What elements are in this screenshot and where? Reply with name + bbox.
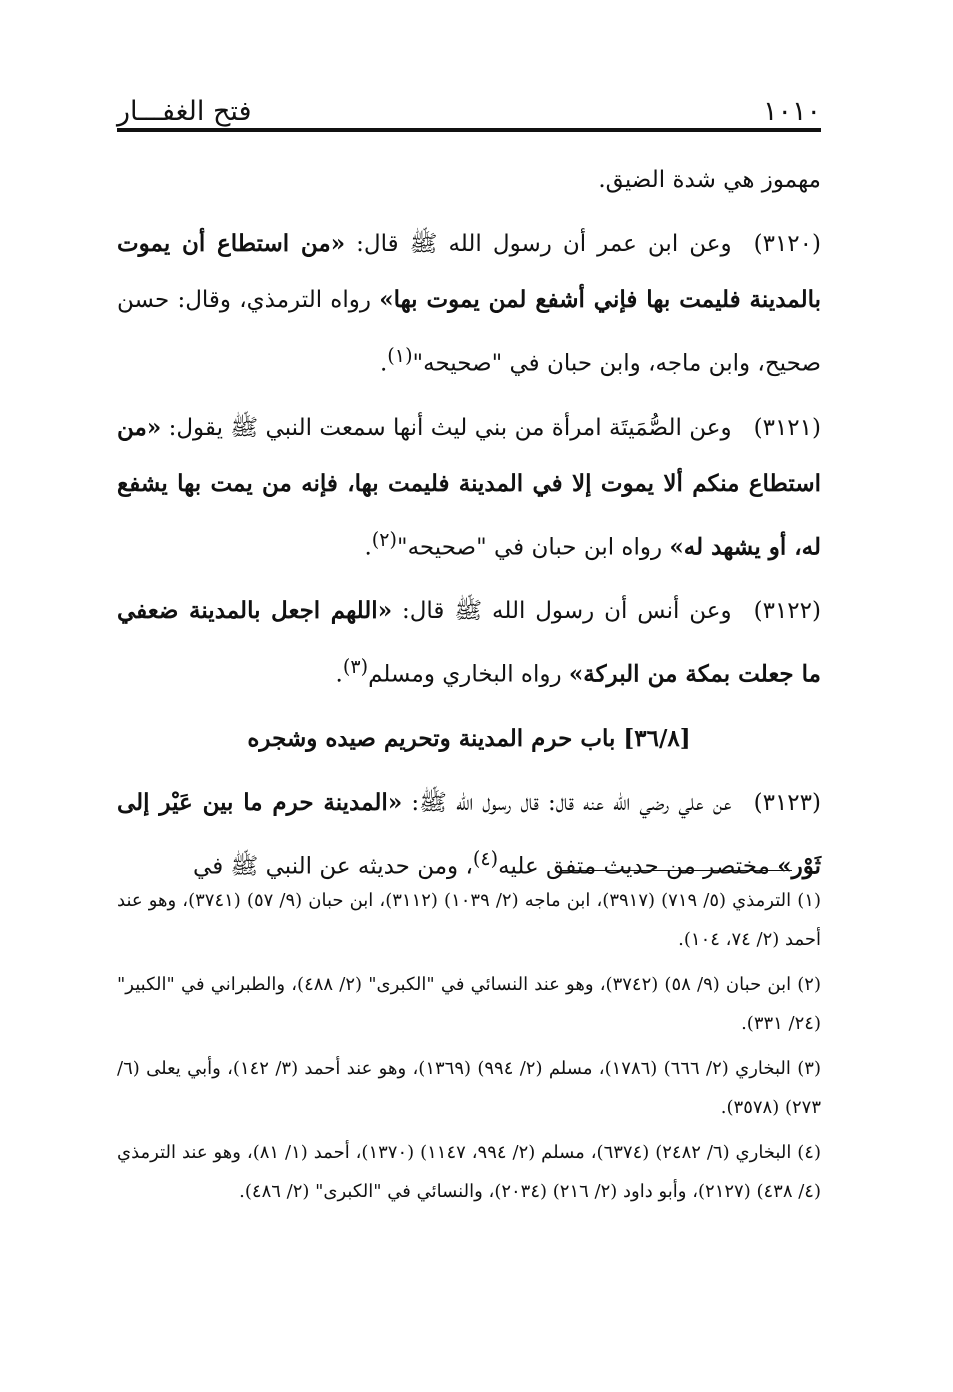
chapter-heading: [٣٦/٨] باب حرم المدينة وتحريم صيده وشجره [247,724,691,752]
hadith-quote: «المدينة حرم ما بين عَيْر إلى ثَوْر» [117,788,821,880]
hadith-number: (٣١٢١) [753,414,821,441]
hadith-end: . [335,661,343,688]
footnote-ref[interactable]: (٣) [342,655,369,679]
hadith-number: (٣١٢٢) [753,598,821,625]
hadith-number: (٣١٢٣) [753,789,821,816]
hadith-text: وعن ابن عمر أن رسول الله ﷺ قال: [345,231,732,257]
main-text [117,152,821,903]
page-header [117,88,821,128]
hadith-source: رواه البخاري ومسلم [368,661,569,688]
footnote-ref[interactable]: (٤) [472,846,499,870]
hadith-3123 [117,775,821,895]
hadith-3120 [117,216,821,392]
footnote-ref[interactable]: (٢) [371,527,398,551]
hadith-3122 [117,583,821,703]
footnote-3: (٣) البخاري (٢/ ٦٦٦) (١٧٨٦)، مسلم (٢/ ٩٩٤) (١٣٦٩)، وهو عند أحمد (٣/ ١٤٢)، وأبي يعلى (٦/ ٢٧٣) (٣٥٧٨). [117,1058,821,1118]
hadith-continuation: ، ومن حديثه عن النبي ﷺ في [193,853,473,880]
intro-line: مهموز هي شدة الضيق. [598,167,821,193]
footnote-1: (١) الترمذي (٥/ ٧١٩) (٣٩١٧)، ابن ماجه (٢/ ١٠٣٩) (٣١١٢)، ابن حبان (٩/ ٥٧) (٣٧٤١)، وهو عند أحمد (٢/ ٧٤، ١٠٤). [117,890,821,950]
hadith-end: . [364,534,372,561]
hadith-end: . [379,350,388,377]
hadith-text: وعن أنس أن رسول الله ﷺ قال: [392,598,732,625]
footnote-ref[interactable]: (١) [387,344,413,367]
hadith-source: رواه الترمذي، وقال: حسن صحيح، وابن ماجه، وابن حبان في "صحيحه" [117,287,821,377]
hadith-text: عن علي رضي الله عنه قال: قال رسول الله ﷺ: [402,789,732,816]
hadith-number: (٣١٢٠) [753,231,821,257]
hadith-quote: «من استطاع منكم ألا يموت إلا في المدينة فليمت بها، فإنه من يمت بها يشفع له، أو يشهد له» [117,413,821,561]
footnote-2: (٢) ابن حبان (٩/ ٥٨) (٣٧٤٢)، وهو عند النسائي في "الكبرى" (٢/ ٤٨٨)، والطبراني في "الكبير" (٢٤/ ٣٣١). [117,974,821,1034]
hadith-source: رواه ابن حبان في "صحيحه" [397,534,670,561]
hadith-source: مختصر من حديث متفق عليه [498,853,778,880]
footnote-4: (٤) البخاري (٦/ ٢٤٨٢) (٦٣٧٤)، مسلم (٢/ ٩٩٤، ١١٤٧) (١٣٧٠)، أحمد (١/ ٨١)، وهو عند الترمذي (٤/ ٤٣٨) (٢١٢٧)، وأبو داود (٢/ ٢١٦) (٢٠٣٤)، والنسائي في "الكبرى" (٢/ ٤٨٦). [117,1142,821,1202]
footnote-separator [560,870,792,871]
hadith-quote: «اللهم اجعل بالمدينة ضعفي ما جعلت بمكة من البركة» [117,597,821,688]
hadith-3121 [117,400,821,576]
footnotes [117,881,821,1217]
hadith-text: وعن الصُّمَيتَة امرأة من بني ليث أنها سمعت النبي ﷺ يقول: [161,414,732,441]
hadith-quote: «من استطاع أن يموت بالمدينة فليمت بها فإني أشفع لمن يموت بها» [117,230,822,313]
page-number: ١٠١٠ [762,96,821,127]
book-title: فتح الغفـــار [117,96,252,127]
header-rule [117,128,821,132]
